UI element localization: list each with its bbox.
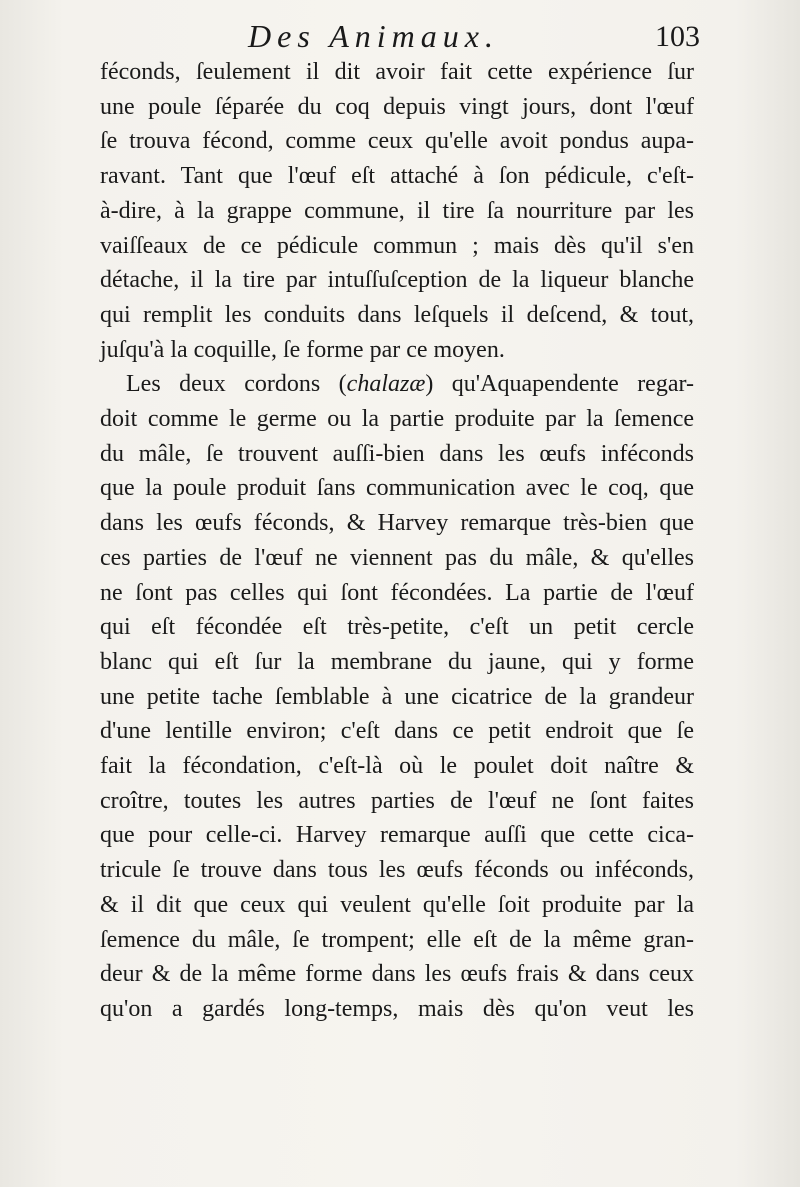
text-line: & il dit que ceux qui veulent qu'elle ſoit produite par la (100, 891, 694, 918)
text-line: fait la fécondation, c'eſt-là où le poulet doit naître & (100, 753, 694, 780)
paragraph-first-line: Les deux cordons (chalazæ) qu'Aquapendente regar- (126, 371, 694, 398)
text-line: doit comme le germe ou la partie produite par la ſemence (100, 406, 694, 433)
text-line: ſe trouva fécond, comme ceux qu'elle avoit pondus aupa- (100, 128, 694, 155)
text-line: d'une lentille environ; c'eſt dans ce petit endroit que ſe (100, 718, 694, 745)
text-line: ſemence du mâle, ſe trompent; elle eſt de la même gran- (100, 926, 694, 953)
text-line: blanc qui eſt ſur la membrane du jaune, qui y forme (100, 648, 694, 675)
text-line: ne ſont pas celles qui ſont fécondées. La partie de l'œuf (100, 579, 694, 606)
text-line: que pour celle-ci. Harvey remarque auſſi que cette cica- (100, 822, 694, 849)
text-line: à-dire, à la grappe commune, il tire ſa nourriture par les (100, 197, 694, 224)
text-line: tricule ſe trouve dans tous les œufs féconds ou inféconds, (100, 857, 694, 884)
text-line: qu'on a gardés long-temps, mais dès qu'on veut les (100, 995, 694, 1022)
text-line: juſqu'à la coquille, ſe forme par ce moyen. (100, 336, 505, 363)
text-line: détache, il la tire par intuſſuſception de la liqueur blanche (100, 267, 694, 294)
page-number: 103 (655, 20, 700, 53)
text-line: féconds, ſeulement il dit avoir fait cette expérience ſur (100, 59, 694, 85)
text-line: dans les œufs féconds, & Harvey remarque très-bien que (100, 510, 694, 537)
text-line: ravant. Tant que l'œuf eſt attaché à ſon pédicule, c'eſt- (100, 163, 694, 190)
text-line: une poule ſéparée du coq depuis vingt jours, dont l'œuf (100, 93, 694, 120)
text-line: du mâle, ſe trouvent auſſi-bien dans les œufs inféconds (100, 440, 694, 467)
text-line: croître, toutes les autres parties de l'œuf ne ſont faites (100, 787, 694, 814)
body-text (100, 55, 694, 1027)
text-line: vaiſſeaux de ce pédicule commun ; mais dès qu'il s'en (100, 232, 694, 259)
text-line: une petite tache ſemblable à une cicatrice de la grandeur (100, 683, 694, 710)
latin-term: chalazæ (346, 371, 426, 398)
running-title: Des Animaux. (248, 18, 499, 54)
text-line: deur & de la même forme dans les œufs frais & dans ceux (100, 961, 694, 988)
text-line: que la poule produit ſans communication avec le coq, que (100, 475, 694, 502)
text-line: ces parties de l'œuf ne viennent pas du mâle, & qu'elles (100, 544, 694, 571)
page-header (248, 18, 700, 58)
text-line: qui remplit les conduits dans leſquels il deſcend, & tout, (100, 301, 694, 328)
text-line: qui eſt fécondée eſt très-petite, c'eſt un petit cercle (100, 614, 694, 641)
